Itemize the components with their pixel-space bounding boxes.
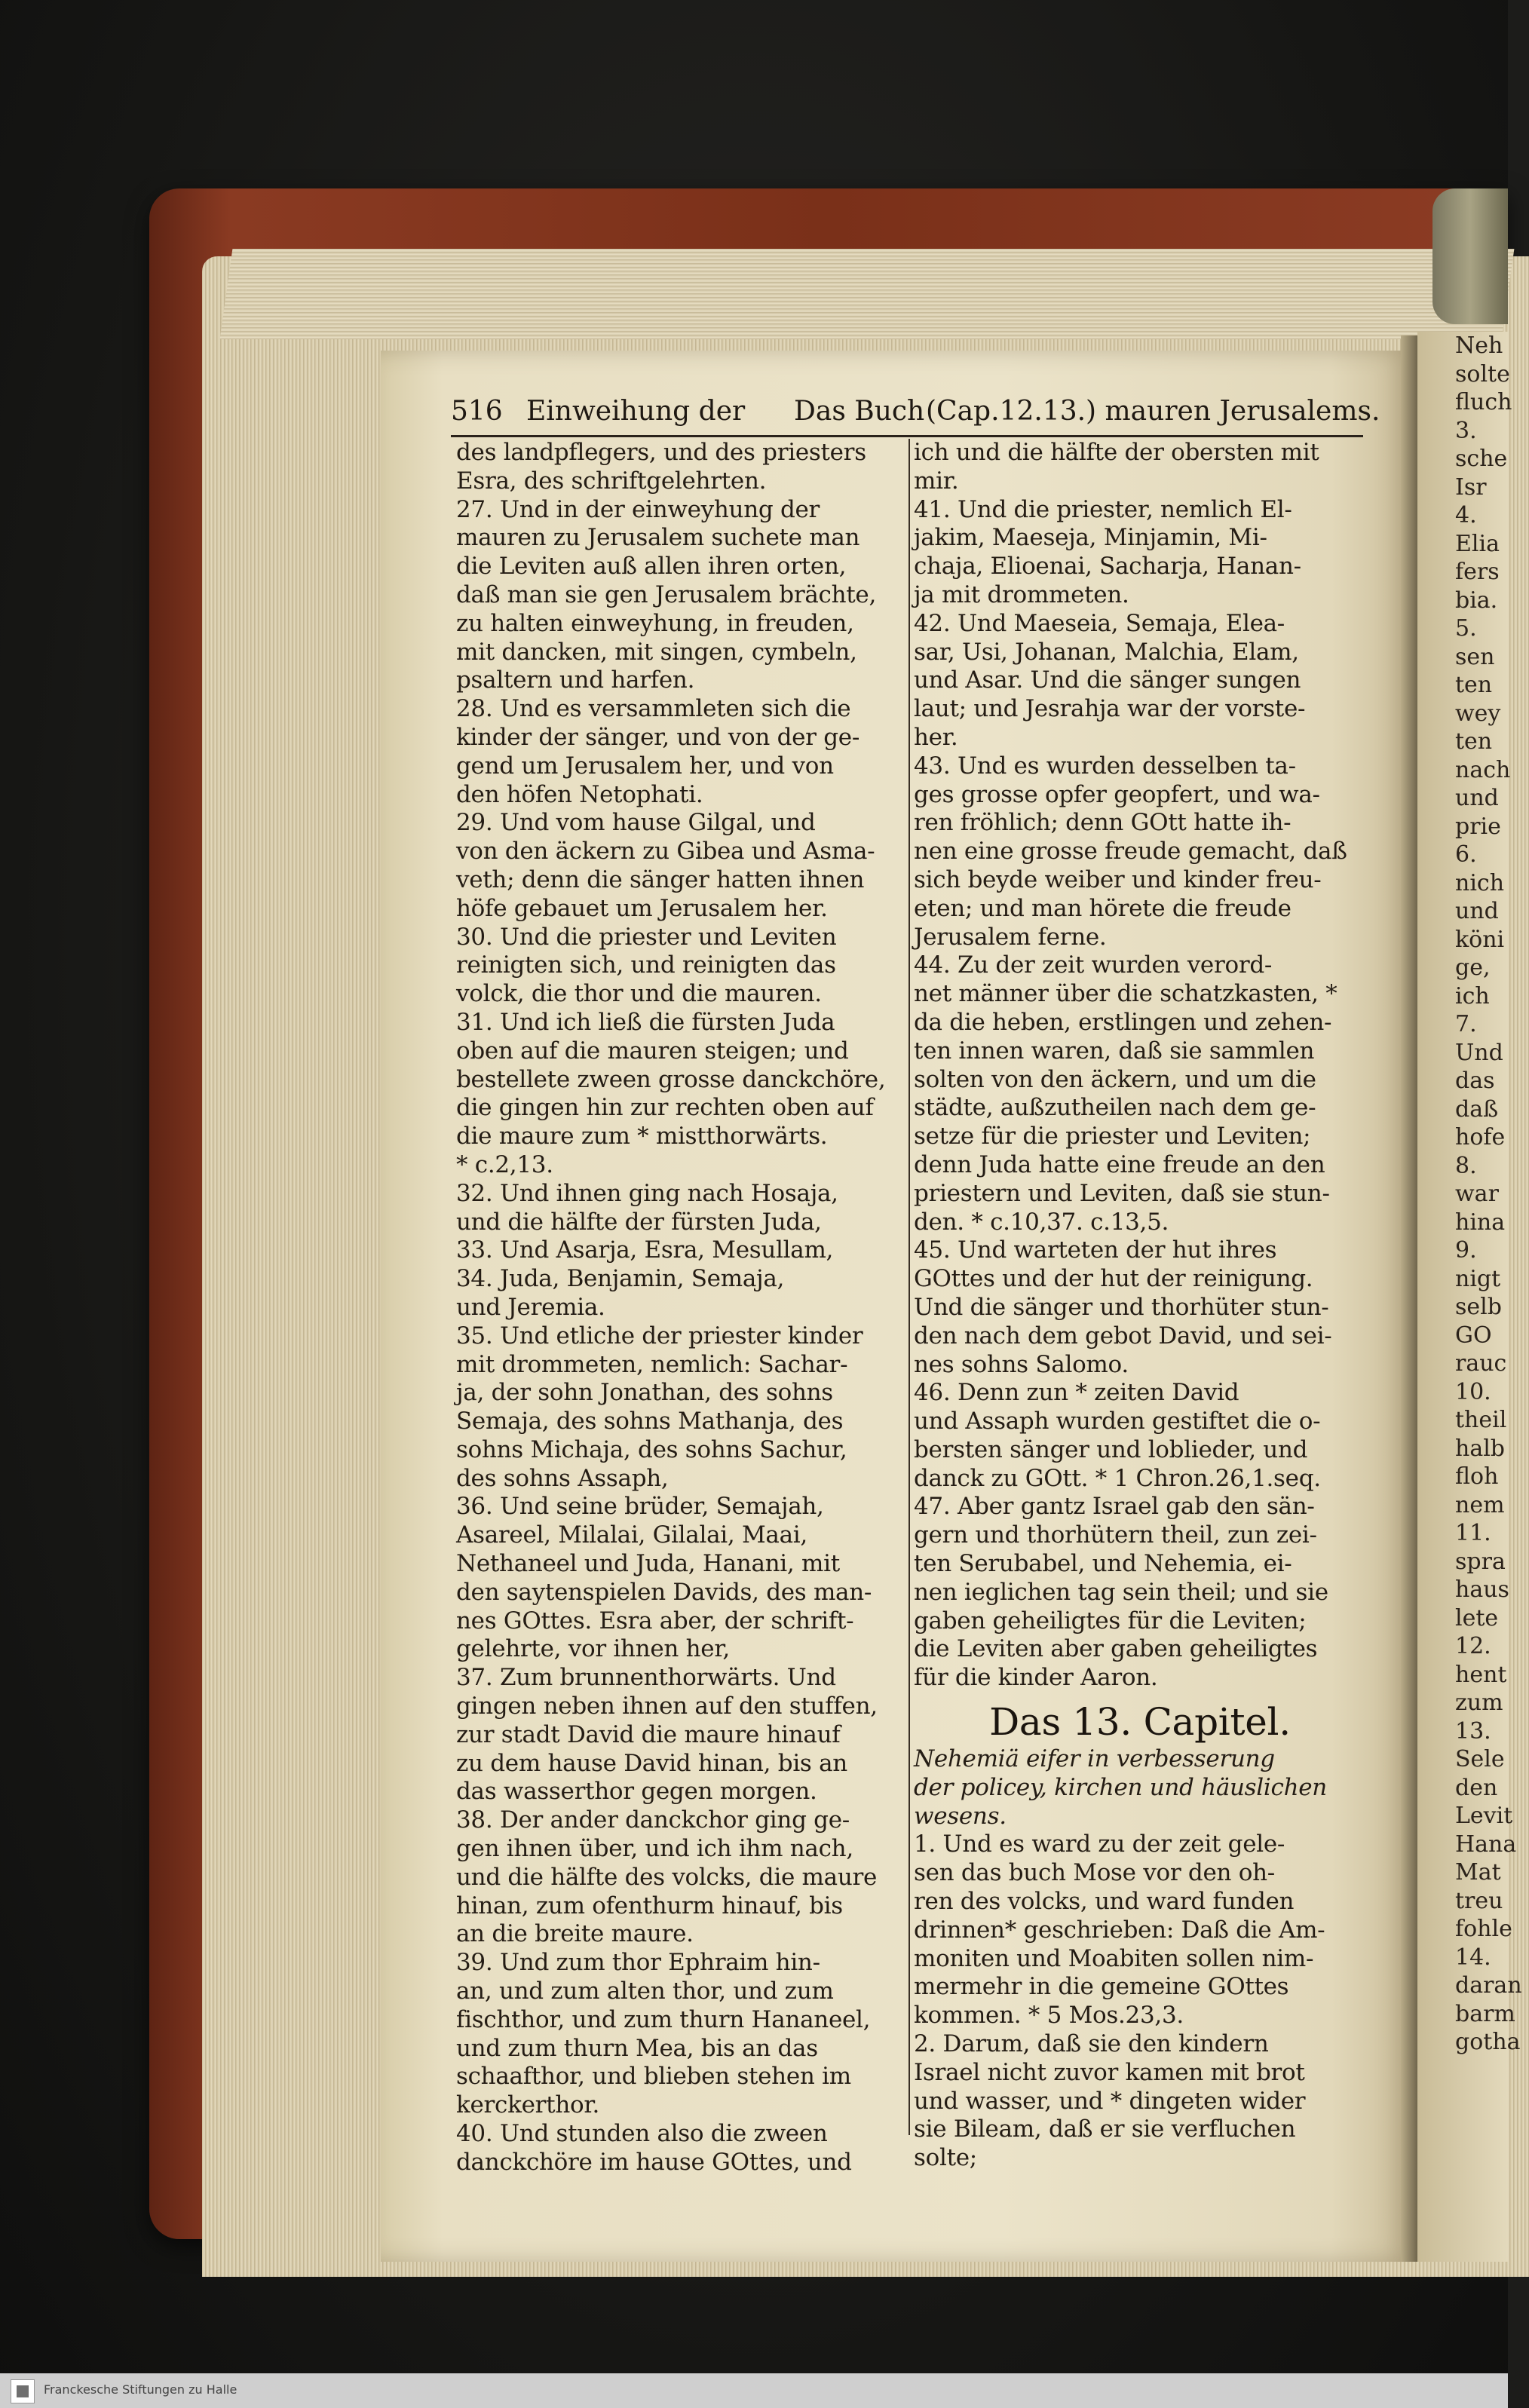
- text-line: gend um Jerusalem her, und von: [456, 752, 834, 780]
- facing-page-line: prie: [1455, 813, 1501, 840]
- text-line: ich und die hälfte der obersten mit: [914, 439, 1319, 466]
- facing-page-line: daran: [1455, 1972, 1522, 1999]
- facing-page-line: war: [1455, 1181, 1499, 1207]
- text-line: für die kinder Aaron.: [914, 1664, 1158, 1692]
- facing-page-line: ten: [1455, 728, 1493, 755]
- facing-page-line: daß: [1455, 1095, 1499, 1123]
- text-line: 33. Und Asarja, Esra, Mesullam,: [456, 1236, 834, 1264]
- text-line: an, und zum alten thor, und zum: [456, 1978, 834, 2005]
- facing-page-line: sche: [1455, 446, 1508, 472]
- text-line: an die breite maure.: [456, 1920, 694, 1948]
- text-line: net männer über die schatzkasten, *: [914, 980, 1337, 1008]
- text-line: sie Bileam, daß er sie verfluchen: [914, 2115, 1296, 2143]
- text-line: laut; und Jesrahja war der vorste-: [914, 695, 1306, 723]
- text-line: gingen neben ihnen auf den stuffen,: [456, 1693, 878, 1720]
- text-line: sich beyde weiber und kinder freu-: [914, 865, 1322, 893]
- left-text-column: [456, 439, 905, 2177]
- text-line: die Leviten auß allen ihren orten,: [456, 553, 847, 581]
- text-line: gen ihnen über, und ich ihm nach,: [456, 1835, 853, 1863]
- facing-page-line: 7.: [1455, 1011, 1477, 1037]
- text-line: 43. Und es wurden desselben ta-: [914, 752, 1296, 780]
- facing-page-line: 4.: [1455, 502, 1477, 528]
- facing-page-line: 8.: [1455, 1152, 1477, 1179]
- text-line: ges grosse opfer geopfert, und wa-: [914, 780, 1320, 808]
- facing-page-line: solte: [1455, 360, 1510, 388]
- text-line: 29. Und vom hause Gilgal, und: [456, 809, 816, 837]
- text-line: und die hälfte des volcks, die maure: [456, 1863, 878, 1891]
- text-line: Asareel, Milalai, Gilalai, Maai,: [456, 1521, 807, 1549]
- facing-page-line: 14.: [1455, 1944, 1491, 1971]
- text-line: den nach dem gebot David, und sei-: [914, 1322, 1332, 1350]
- chapter-summary: [914, 1745, 1366, 1831]
- text-line: 28. Und es versammleten sich die: [456, 695, 851, 723]
- text-line: von den äckern zu Gibea und Asma-: [456, 838, 875, 865]
- text-line: eten; und man hörete die freude: [914, 894, 1292, 922]
- text-line: da die heben, erstlingen und zehen-: [914, 1008, 1332, 1036]
- text-line: städte, außzutheilen nach dem ge-: [914, 1094, 1316, 1122]
- facing-page-line: theil: [1455, 1407, 1507, 1433]
- top-page-edges: [220, 249, 1515, 339]
- facing-page-line: halb: [1455, 1435, 1506, 1462]
- text-line: 40. Und stunden also die zween: [456, 2120, 828, 2148]
- text-line: 37. Zum brunnenthorwärts. Und: [456, 1664, 836, 1692]
- text-line: mauren zu Jerusalem suchete man: [456, 524, 860, 552]
- facing-page-line: treu: [1455, 1887, 1503, 1914]
- text-line: des landpflegers, und des priesters: [456, 439, 866, 466]
- facing-page-line: 3.: [1455, 417, 1477, 444]
- text-line: drinnen* geschrieben: Daß die Am-: [914, 1916, 1325, 1944]
- facing-page-line: Neh: [1455, 332, 1503, 359]
- text-line: die gingen hin zur rechten oben auf: [456, 1094, 874, 1122]
- text-line: her.: [914, 723, 958, 751]
- text-line: setze für die priester und Leviten;: [914, 1123, 1311, 1150]
- facing-page-line: Elia: [1455, 530, 1500, 557]
- header-right-title: (Cap.12.13.) mauren Jerusalems.: [926, 396, 1380, 427]
- text-line: mermehr in die gemeine GOttes: [914, 1973, 1289, 2001]
- facing-page-line: und: [1455, 898, 1499, 924]
- text-line: kinder der sänger, und von der ge-: [456, 723, 860, 751]
- text-line: Und die sänger und thorhüter stun-: [914, 1293, 1329, 1321]
- facing-page-line: zum: [1455, 1690, 1503, 1716]
- facing-page-line: 13.: [1455, 1717, 1491, 1745]
- text-line: 39. Und zum thor Ephraim hin-: [456, 1949, 820, 1977]
- text-line: die maure zum * mistthorwärts.: [456, 1123, 828, 1150]
- facing-page-line: lete: [1455, 1604, 1499, 1631]
- facing-page-line: Hana: [1455, 1831, 1517, 1858]
- facing-page-line: nich: [1455, 869, 1505, 896]
- text-line: veth; denn die sänger hatten ihnen: [456, 865, 865, 893]
- text-line: das wasserthor gegen morgen.: [456, 1778, 817, 1806]
- text-line: 31. Und ich ließ die fürsten Juda: [456, 1008, 835, 1036]
- text-line: sen das buch Mose vor den oh-: [914, 1859, 1275, 1887]
- facing-page-line: Und: [1455, 1039, 1503, 1066]
- text-line: nen ieglichen tag sein theil; und sie: [914, 1578, 1328, 1606]
- facing-page-line: Levit: [1455, 1803, 1513, 1829]
- text-line: priestern und Leviten, daß sie stun-: [914, 1179, 1330, 1207]
- header-book-title: Das Buch: [794, 396, 925, 427]
- facing-page-line: Isr: [1455, 473, 1487, 501]
- facing-page-line: sen: [1455, 643, 1495, 670]
- text-line: solte;: [914, 2144, 977, 2172]
- facing-page-line: fluch: [1455, 389, 1512, 415]
- text-line: zu halten einweyhung, in freuden,: [456, 609, 854, 637]
- facing-page-line: nigt: [1455, 1265, 1501, 1292]
- facing-page-line: haus: [1455, 1576, 1509, 1603]
- text-line: danckchöre im hause GOttes, und: [456, 2148, 852, 2176]
- text-line: bestellete zween grosse danckchöre,: [456, 1065, 886, 1093]
- text-line: 1. Und es ward zu der zeit gele-: [914, 1831, 1285, 1858]
- bookmark-ribbon: [1432, 188, 1508, 324]
- chapter-13-verses: [914, 1831, 1366, 2173]
- facing-page-line: ge,: [1455, 954, 1491, 981]
- facing-page-line: selb: [1455, 1294, 1502, 1320]
- institution-logo-icon: [11, 2379, 35, 2403]
- facing-page-line: rauc: [1455, 1350, 1507, 1377]
- text-line: 30. Und die priester und Leviten: [456, 923, 837, 951]
- text-line: und Assaph wurden gestiftet die o-: [914, 1408, 1321, 1435]
- facing-page-line: spra: [1455, 1548, 1506, 1575]
- text-line: Semaja, des sohns Mathanja, des: [456, 1408, 844, 1435]
- text-line: ren fröhlich; denn GOtt hatte ih-: [914, 809, 1292, 837]
- facing-page-line: und: [1455, 785, 1499, 811]
- text-line: zu dem hause David hinan, bis an: [456, 1749, 847, 1777]
- facing-page-line: bia.: [1455, 587, 1498, 614]
- facing-page-line: den: [1455, 1774, 1498, 1801]
- facing-page-line: köni: [1455, 926, 1505, 953]
- text-line: kerckerthor.: [456, 2091, 600, 2119]
- text-line: volck, die thor und die mauren.: [456, 980, 822, 1008]
- text-line: mir.: [914, 467, 959, 495]
- text-line: ja, der sohn Jonathan, des sohns: [456, 1379, 833, 1407]
- header-left-title: Einweihung der: [526, 396, 746, 427]
- text-line: und zum thurn Mea, bis an das: [456, 2034, 818, 2062]
- text-line: sohns Michaja, des sohns Sachur,: [456, 1435, 847, 1463]
- text-line: und wasser, und * dingeten wider: [914, 2087, 1306, 2115]
- text-line: Esra, des schriftgelehrten.: [456, 467, 767, 495]
- page-number: 516: [451, 396, 503, 427]
- facing-page-line: Mat: [1455, 1859, 1501, 1886]
- right-column-verses: [914, 439, 1366, 1693]
- facing-page-lines: [1417, 332, 1522, 2057]
- text-line: 36. Und seine brüder, Semajah,: [456, 1493, 824, 1521]
- facing-page-line: nach: [1455, 756, 1511, 783]
- text-line: 44. Zu der zeit wurden verord-: [914, 951, 1273, 979]
- viewer-footer-bar: [0, 2373, 1508, 2408]
- facing-page-fragment: [1417, 332, 1522, 2262]
- text-line: gelehrte, vor ihnen her,: [456, 1635, 730, 1663]
- facing-page-line: ten: [1455, 672, 1493, 698]
- facing-page-line: GO: [1455, 1322, 1492, 1349]
- text-line: daß man sie gen Jerusalem brächte,: [456, 581, 877, 608]
- text-line: 45. Und warteten der hut ihres: [914, 1236, 1277, 1264]
- text-line: 2. Darum, daß sie den kindern: [914, 2030, 1269, 2058]
- summary-line: wesens.: [914, 1802, 1007, 1830]
- right-text-column: [914, 439, 1366, 2173]
- facing-page-line: Sele: [1455, 1746, 1505, 1772]
- text-line: danck zu GOtt. * 1 Chron.26,1.seq.: [914, 1464, 1321, 1492]
- text-line: zur stadt David die maure hinauf: [456, 1720, 841, 1748]
- text-line: hinan, zum ofenthurm hinauf, bis: [456, 1892, 843, 1919]
- text-line: psaltern und harfen.: [456, 666, 695, 694]
- text-line: ten innen waren, daß sie sammlen: [914, 1037, 1315, 1065]
- text-line: ren des volcks, und ward funden: [914, 1888, 1295, 1916]
- text-line: nes GOttes. Esra aber, der schrift-: [456, 1607, 854, 1634]
- column-divider: [909, 439, 910, 2135]
- text-line: 46. Denn zun * zeiten David: [914, 1379, 1239, 1407]
- text-line: gern und thorhütern theil, zun zei-: [914, 1521, 1317, 1549]
- text-line: mit drommeten, nemlich: Sachar-: [456, 1350, 848, 1378]
- facing-page-line: fohle: [1455, 1916, 1512, 1942]
- facing-page-line: 10.: [1455, 1378, 1491, 1405]
- text-line: die Leviten aber gaben geheiligtes: [914, 1635, 1318, 1663]
- text-line: 42. Und Maeseia, Semaja, Elea-: [914, 609, 1285, 637]
- text-line: nes sohns Salomo.: [914, 1350, 1129, 1378]
- text-line: den höfen Netophati.: [456, 780, 703, 808]
- text-line: und die hälfte der fürsten Juda,: [456, 1208, 822, 1236]
- text-line: und Jeremia.: [456, 1293, 605, 1321]
- text-line: sar, Usi, Johanan, Malchia, Elam,: [914, 638, 1299, 666]
- facing-page-line: hina: [1455, 1209, 1506, 1236]
- text-line: 27. Und in der einweyhung der: [456, 495, 820, 523]
- text-line: bersten sänger und loblieder, und: [914, 1435, 1308, 1463]
- facing-page-line: floh: [1455, 1463, 1499, 1490]
- footer-institution-name: Franckesche Stiftungen zu Halle: [44, 2382, 237, 2397]
- text-line: gaben geheiligtes für die Leviten;: [914, 1607, 1307, 1634]
- text-line: höfe gebauet um Jerusalem her.: [456, 894, 828, 922]
- facing-page-line: fers: [1455, 559, 1500, 585]
- facing-page-line: 5.: [1455, 615, 1477, 642]
- text-line: 34. Juda, Benjamin, Semaja,: [456, 1265, 785, 1293]
- text-line: solten von den äckern, und um die: [914, 1065, 1316, 1093]
- text-line: 47. Aber gantz Israel gab den sän-: [914, 1493, 1315, 1521]
- facing-page-line: gotha: [1455, 2029, 1521, 2055]
- facing-page-line: hent: [1455, 1661, 1507, 1688]
- facing-page-line: 9.: [1455, 1237, 1477, 1264]
- facing-page-line: nem: [1455, 1491, 1505, 1518]
- text-line: Jerusalem ferne.: [914, 923, 1107, 951]
- text-line: 35. Und etliche der priester kinder: [456, 1322, 863, 1350]
- text-line: chaja, Elioenai, Sacharja, Hanan-: [914, 553, 1301, 581]
- facing-page-line: ich: [1455, 982, 1490, 1009]
- text-line: Nethaneel und Juda, Hanani, mit: [456, 1550, 840, 1578]
- text-line: den. * c.10,37. c.13,5.: [914, 1208, 1169, 1236]
- text-line: schaafthor, und blieben stehen im: [456, 2063, 851, 2091]
- facing-page-line: 12.: [1455, 1633, 1491, 1659]
- text-line: oben auf die mauren steigen; und: [456, 1037, 849, 1065]
- text-line: des sohns Assaph,: [456, 1464, 669, 1492]
- facing-page-line: barm: [1455, 2000, 1515, 2027]
- text-line: und Asar. Und die sänger sungen: [914, 666, 1301, 694]
- text-line: ja mit drommeten.: [914, 581, 1129, 608]
- text-line: fischthor, und zum thurn Hananeel,: [456, 2005, 871, 2033]
- text-line: nen eine grosse freude gemacht, daß: [914, 838, 1347, 865]
- text-line: den saytenspielen Davids, des man-: [456, 1578, 872, 1606]
- text-line: jakim, Maeseja, Minjamin, Mi-: [914, 524, 1267, 552]
- text-line: * c.2,13.: [456, 1150, 553, 1178]
- text-line: 38. Der ander danckchor ging ge-: [456, 1806, 850, 1834]
- text-line: 32. Und ihnen ging nach Hosaja,: [456, 1179, 838, 1207]
- text-line: mit dancken, mit singen, cymbeln,: [456, 638, 857, 666]
- summary-line: der policey, kirchen und häuslichen: [914, 1773, 1327, 1801]
- text-line: reinigten sich, und reinigten das: [456, 951, 836, 979]
- text-line: kommen. * 5 Mos.23,3.: [914, 2002, 1184, 2030]
- text-line: denn Juda hatte eine freude an den: [914, 1150, 1325, 1178]
- facing-page-line: das: [1455, 1068, 1495, 1094]
- summary-line: Nehemiä eifer in verbesserung: [914, 1745, 1275, 1773]
- text-line: moniten und Moabiten sollen nim-: [914, 1944, 1314, 1972]
- text-line: GOttes und der hut der reinigung.: [914, 1265, 1313, 1293]
- text-line: ten Serubabel, und Nehemia, ei-: [914, 1550, 1292, 1578]
- text-line: Israel nicht zuvor kamen mit brot: [914, 2058, 1305, 2086]
- facing-page-line: 6.: [1455, 841, 1477, 868]
- chapter-heading: Das 13. Capitel.: [989, 1700, 1291, 1745]
- text-line: 41. Und die priester, nemlich El-: [914, 495, 1292, 523]
- facing-page-line: wey: [1455, 700, 1501, 727]
- facing-page-line: 11.: [1455, 1520, 1491, 1546]
- facing-page-line: hofe: [1455, 1124, 1506, 1150]
- running-header: [451, 396, 1380, 437]
